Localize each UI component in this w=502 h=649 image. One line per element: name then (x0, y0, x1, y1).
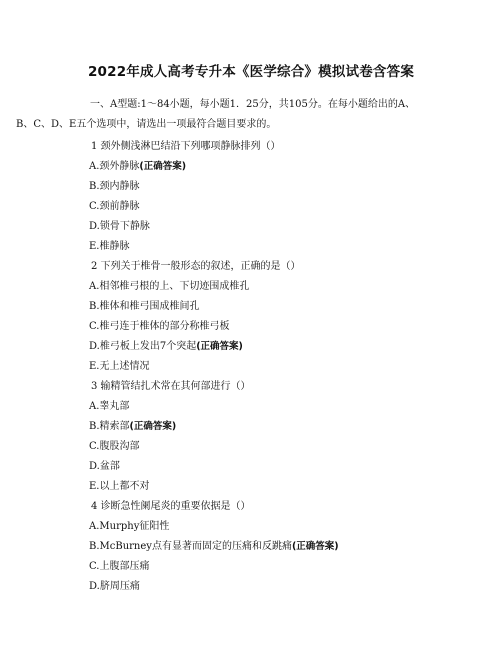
answer-option (89, 197, 479, 217)
intro-line-2: B、C、D、E五个选项中，请选出一项最符合题目要求的。 (16, 119, 277, 130)
question-list (89, 137, 479, 597)
option-text: B.颈内静脉 (89, 181, 140, 192)
option-text: A.相邻椎弓根的上、下切迹围成椎孔 (89, 281, 250, 292)
option-text: C.颈前静脉 (89, 201, 140, 212)
question-stem (89, 257, 479, 277)
answer-option (89, 517, 479, 537)
option-text: E.椎静脉 (89, 241, 130, 252)
answer-option (89, 437, 479, 457)
answer-option (89, 477, 479, 497)
question-text: 1 颈外侧浅淋巴结沿下列哪项静脉排列（） (91, 141, 281, 152)
intro-line-1: 一、A型题:1～84小题，每小题1．25分，共105分。在每小题给出的A、 (90, 99, 416, 110)
answer-option (89, 417, 479, 437)
answer-option (89, 297, 479, 317)
answer-option (89, 357, 479, 377)
correct-answer-tag: (正确答案) (196, 341, 243, 352)
answer-option (89, 397, 479, 417)
section-intro (16, 95, 430, 135)
option-text: C.椎弓连于椎体的部分称椎弓板 (89, 321, 230, 332)
correct-answer-tag: (正确答案) (129, 421, 177, 432)
option-text: B.椎体和椎弓围成椎间孔 (89, 301, 200, 312)
option-text: C.上腹部压痛 (89, 561, 150, 572)
page-title: 2022年成人高考专升本《医学综合》模拟试卷含答案 (87, 64, 415, 80)
answer-option (89, 217, 479, 237)
option-text: E.无上述情况 (89, 361, 150, 372)
question-text: 3 输精管结扎术常在其何部进行（） (91, 381, 251, 392)
correct-answer-tag: (正确答案) (291, 541, 339, 552)
option-text: A.颈外静脉 (89, 161, 140, 172)
answer-option (89, 457, 479, 477)
question-stem (89, 377, 479, 397)
question-text: 4 诊断急性阑尾炎的重要依据是（） (91, 501, 251, 512)
answer-option (89, 317, 479, 337)
option-text: A.Murphy征阳性 (89, 521, 170, 532)
option-text: E.以上都不对 (89, 481, 150, 492)
answer-option (89, 537, 479, 557)
option-text: B.McBurney点有显著而固定的压痛和反跳痛 (89, 541, 292, 552)
correct-answer-tag: (正确答案) (139, 161, 187, 172)
option-text: D.盆部 (89, 461, 120, 472)
option-text: D.脐周压痛 (89, 581, 140, 592)
question-text: 2 下列关于椎骨一般形态的叙述，正确的是（） (91, 261, 301, 272)
answer-option (89, 157, 479, 177)
option-text: C.腹股沟部 (89, 441, 140, 452)
answer-option (89, 577, 479, 597)
question-stem (89, 137, 479, 157)
option-text: D.椎弓板上发出7个突起 (89, 341, 197, 352)
option-text: B.精索部 (89, 421, 130, 432)
question-stem (89, 497, 479, 517)
answer-option (89, 557, 479, 577)
answer-option (89, 237, 479, 257)
option-text: D.锁骨下静脉 (89, 221, 150, 232)
answer-option (89, 277, 479, 297)
answer-option (89, 177, 479, 197)
answer-option (89, 337, 479, 357)
option-text: A.睾丸部 (89, 401, 130, 412)
